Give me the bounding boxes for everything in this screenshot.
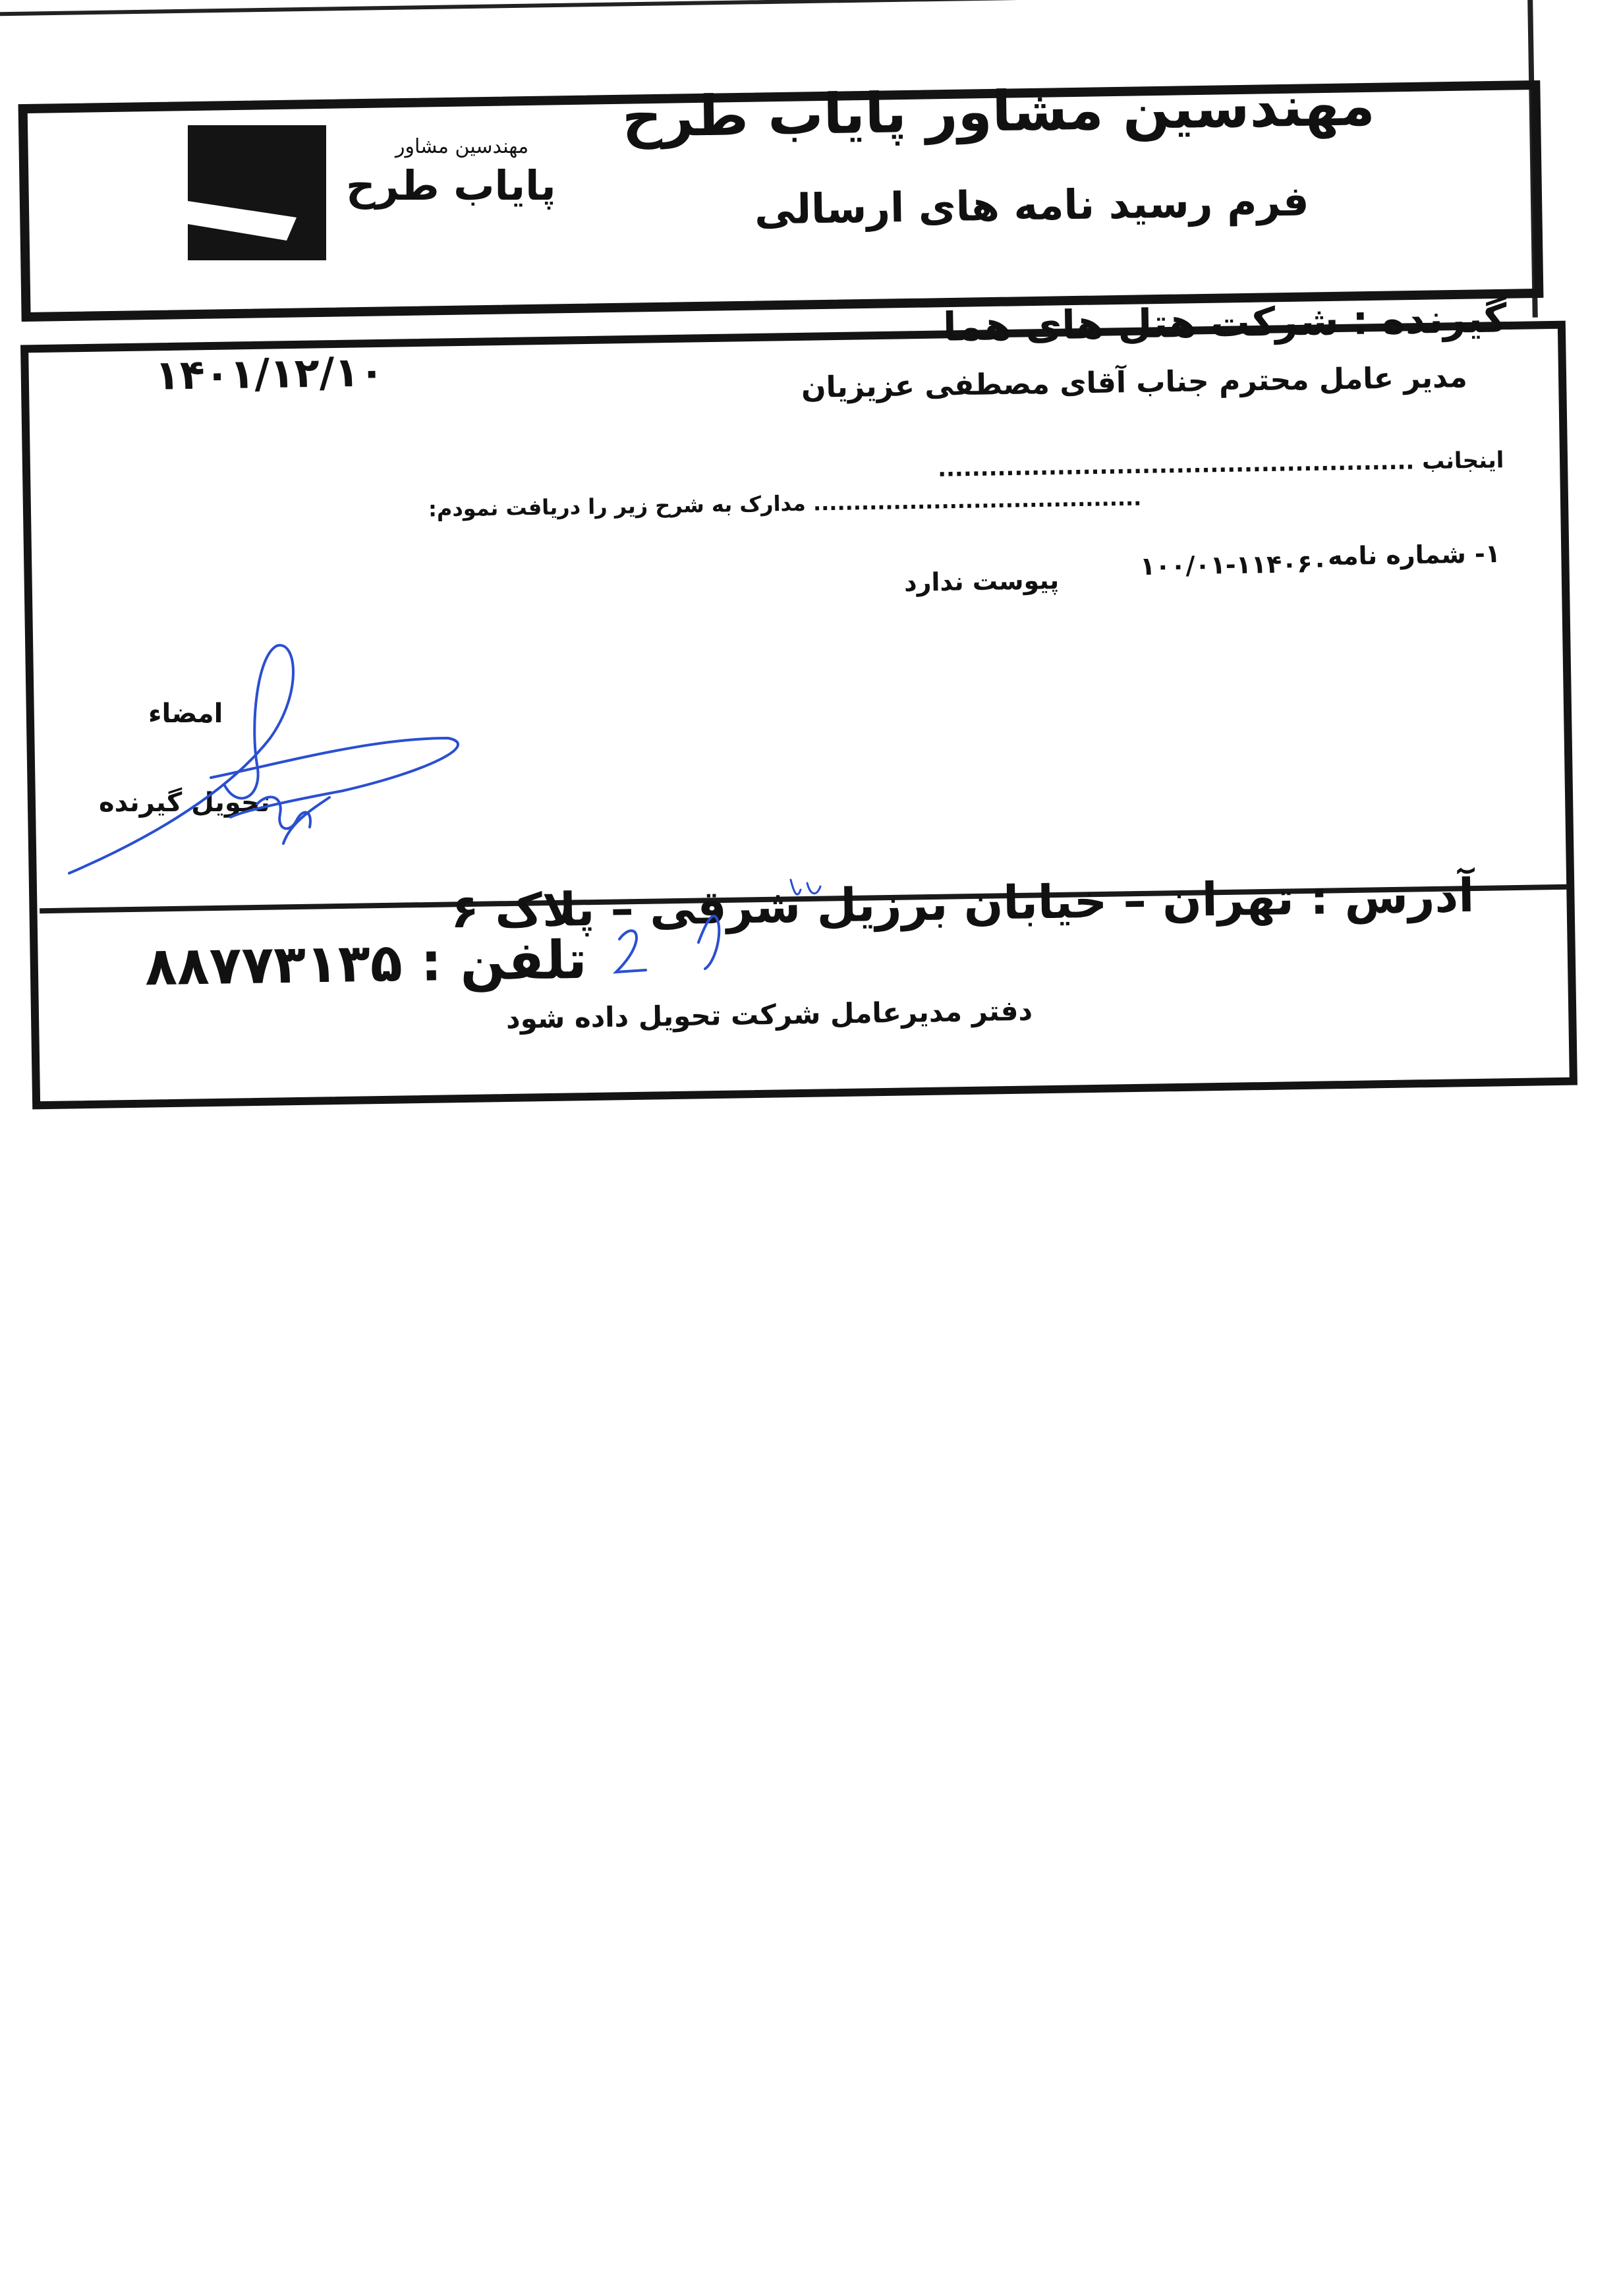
sign-label: امضاء [148, 699, 223, 729]
company-name: مهندسین مشاور پایاب طرح [621, 73, 1376, 150]
logo-mark-icon [188, 125, 326, 260]
item-1-number: ۱۰۰/۰۱-۱۱۴۰۶۰ [1139, 548, 1328, 581]
handwritten-signature [59, 633, 481, 883]
address-line: آدرس : تهران – خیابان برزیل شرقی – پلاک ۶ [450, 868, 1475, 939]
recipient-line: گیرنده : شرکت هتل های هما [942, 295, 1508, 351]
logo-large-text: پایاب طرح [346, 161, 556, 210]
company-logo [188, 125, 326, 260]
acknowledgement-line-1: اینجانب ........................................................ [937, 447, 1504, 482]
phone-line: تلفن : ۸۸۷۷۳۱۳۵ [144, 929, 588, 998]
item-1-label: ۱- شماره نامه [1327, 538, 1501, 571]
acknowledgement-line-2: ......................................... مدارک به شرح زیر را دریافت نمودم: [428, 485, 1142, 522]
handwritten-correction [593, 870, 870, 989]
logo-small-text: مهندسین مشاور [395, 135, 529, 158]
item-1-note: پیوست ندارد [903, 565, 1060, 597]
delivery-note: دفتر مدیرعامل شرکت تحویل داده شود [505, 994, 1033, 1035]
form-title: فرم رسید نامه های ارسالی [754, 177, 1310, 234]
receiver-label: تحویل گیرنده [99, 788, 270, 818]
letter-date: ۱۴۰۱/۱۲/۱۰ [154, 347, 385, 399]
addressee-line: مدیر عامل محترم جناب آقای مصطفی عزیزیان [801, 360, 1468, 405]
